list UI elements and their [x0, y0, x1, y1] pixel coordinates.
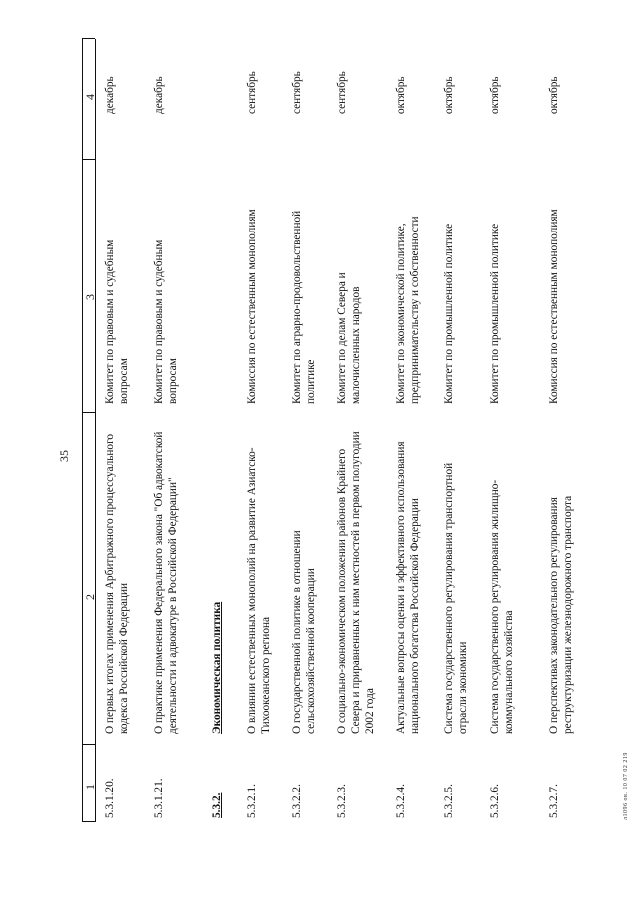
row-committee-line: вопросам — [118, 358, 130, 404]
column-divider-3 — [82, 159, 95, 160]
column-divider-2 — [82, 412, 95, 413]
row-number: 5.3.2.4. — [395, 784, 407, 818]
row-committee — [103, 240, 131, 404]
row-title-line: Севера и приравненных к ним местностей в первом полугодии — [350, 431, 362, 734]
row-committee — [442, 224, 456, 404]
row-title — [245, 447, 273, 734]
row-title-line: Система государственного регулирования жилищно- — [489, 479, 501, 734]
row-title-line: Тихоокеанского региона — [260, 616, 272, 734]
row-committee-line: Комитет по промышленной политике — [489, 223, 501, 404]
row-committee-line: политике — [305, 359, 317, 404]
row-committee — [290, 211, 318, 404]
row-number: 5.3.1.21. — [153, 778, 165, 818]
row-title-line: Система государственного регулирования транспортной — [443, 462, 455, 734]
row-month: октябрь — [443, 76, 455, 114]
row-title — [152, 432, 180, 734]
section-title — [210, 602, 224, 734]
row-committee — [394, 216, 422, 404]
row-month: сентябрь — [246, 71, 258, 114]
row-number: 5.3.2.1. — [246, 784, 258, 818]
row-title — [290, 530, 318, 734]
table-left-border — [82, 821, 95, 822]
row-committee-line: Комиссия по естественным монополиям — [548, 209, 560, 404]
header-column-2: 2 — [83, 594, 97, 600]
row-committee — [488, 224, 502, 404]
row-committee — [335, 272, 363, 404]
row-committee-line: вопросам — [167, 358, 179, 404]
header-column-1: 1 — [83, 784, 97, 790]
row-title-line: коммунального хозяйства — [503, 610, 515, 734]
header-column-3: 3 — [83, 294, 97, 300]
row-number: 5.3.2.5. — [443, 784, 455, 818]
row-title — [103, 434, 131, 734]
row-number: 5.3.1.20. — [104, 778, 116, 818]
row-title-line: национального богатства Российской Федерации — [409, 498, 421, 734]
row-title — [335, 431, 377, 734]
row-committee — [245, 209, 259, 404]
row-month: октябрь — [548, 76, 560, 114]
table-header-bottom-border — [95, 39, 96, 822]
row-number: 5.3.2. — [211, 792, 223, 818]
row-title-line: О первых итогах применения Арбитражного процессуального — [104, 433, 116, 734]
table-top-border — [82, 39, 83, 822]
row-title — [442, 463, 470, 734]
row-number: 5.3.2.3. — [336, 784, 348, 818]
row-title-line: отрасли экономики — [457, 641, 469, 734]
page-number: 35 — [57, 450, 71, 462]
header-column-4: 4 — [83, 94, 97, 100]
row-title-line: реструктуризации железнодорожного транспорта — [562, 495, 574, 734]
row-title — [394, 441, 422, 734]
row-title-line: О влиянии естественных монополий на развитие Азиатско- — [246, 447, 258, 734]
row-title-line: О практике применения Федерального закона "Об адвокатской — [153, 431, 165, 734]
row-committee-line: Комиссия по естественным монополиям — [246, 209, 258, 404]
column-divider-1 — [82, 744, 95, 745]
row-committee — [152, 240, 180, 404]
row-title-line: деятельности и адвокатуре в Российской Федерации" — [167, 477, 179, 734]
row-month: октябрь — [395, 76, 407, 114]
row-committee-line: предпринимательству и собственности — [409, 216, 421, 404]
row-number: 5.3.2.2. — [291, 784, 303, 818]
row-month: октябрь — [489, 76, 501, 114]
row-title-line: О перспективах законодательного регулирования — [548, 497, 560, 734]
print-footnote: л1096 ов. 10 07 02 219 — [623, 752, 629, 820]
row-number: 5.3.2.6. — [489, 784, 501, 818]
row-committee-line: Комитет по делам Севера и — [336, 272, 348, 404]
row-month: сентябрь — [291, 71, 303, 114]
row-title-line: кодекса Российской Федерации — [118, 582, 130, 734]
row-month: декабрь — [153, 76, 165, 114]
row-committee-line: Комитет по правовым и судебным — [153, 239, 165, 404]
section-title-line: Экономическая политика — [211, 601, 223, 734]
row-month: декабрь — [104, 76, 116, 114]
row-title — [488, 480, 516, 734]
row-committee — [547, 209, 561, 404]
row-month: сентябрь — [336, 71, 348, 114]
row-title-line: сельскохозяйственной кооперации — [305, 568, 317, 734]
row-title-line: О социально-экономическом положении районов Крайнего — [336, 448, 348, 734]
row-committee-line: малочисленных народов — [350, 286, 362, 404]
row-title-line: О государственной политике в отношении — [291, 530, 303, 734]
row-committee-line: Комитет по правовым и судебным — [104, 239, 116, 404]
row-title — [547, 496, 575, 734]
row-title-line: 2002 года — [364, 688, 376, 734]
row-committee-line: Комитет по промышленной политике — [443, 223, 455, 404]
row-title-line: Актуальные вопросы оценки и эффективного использования — [395, 441, 407, 734]
table-right-border — [82, 38, 95, 39]
row-committee-line: Комитет по экономической политике, — [395, 223, 407, 404]
row-number: 5.3.2.7. — [548, 784, 560, 818]
row-committee-line: Комитет по аграрно-продовольственной — [291, 210, 303, 404]
